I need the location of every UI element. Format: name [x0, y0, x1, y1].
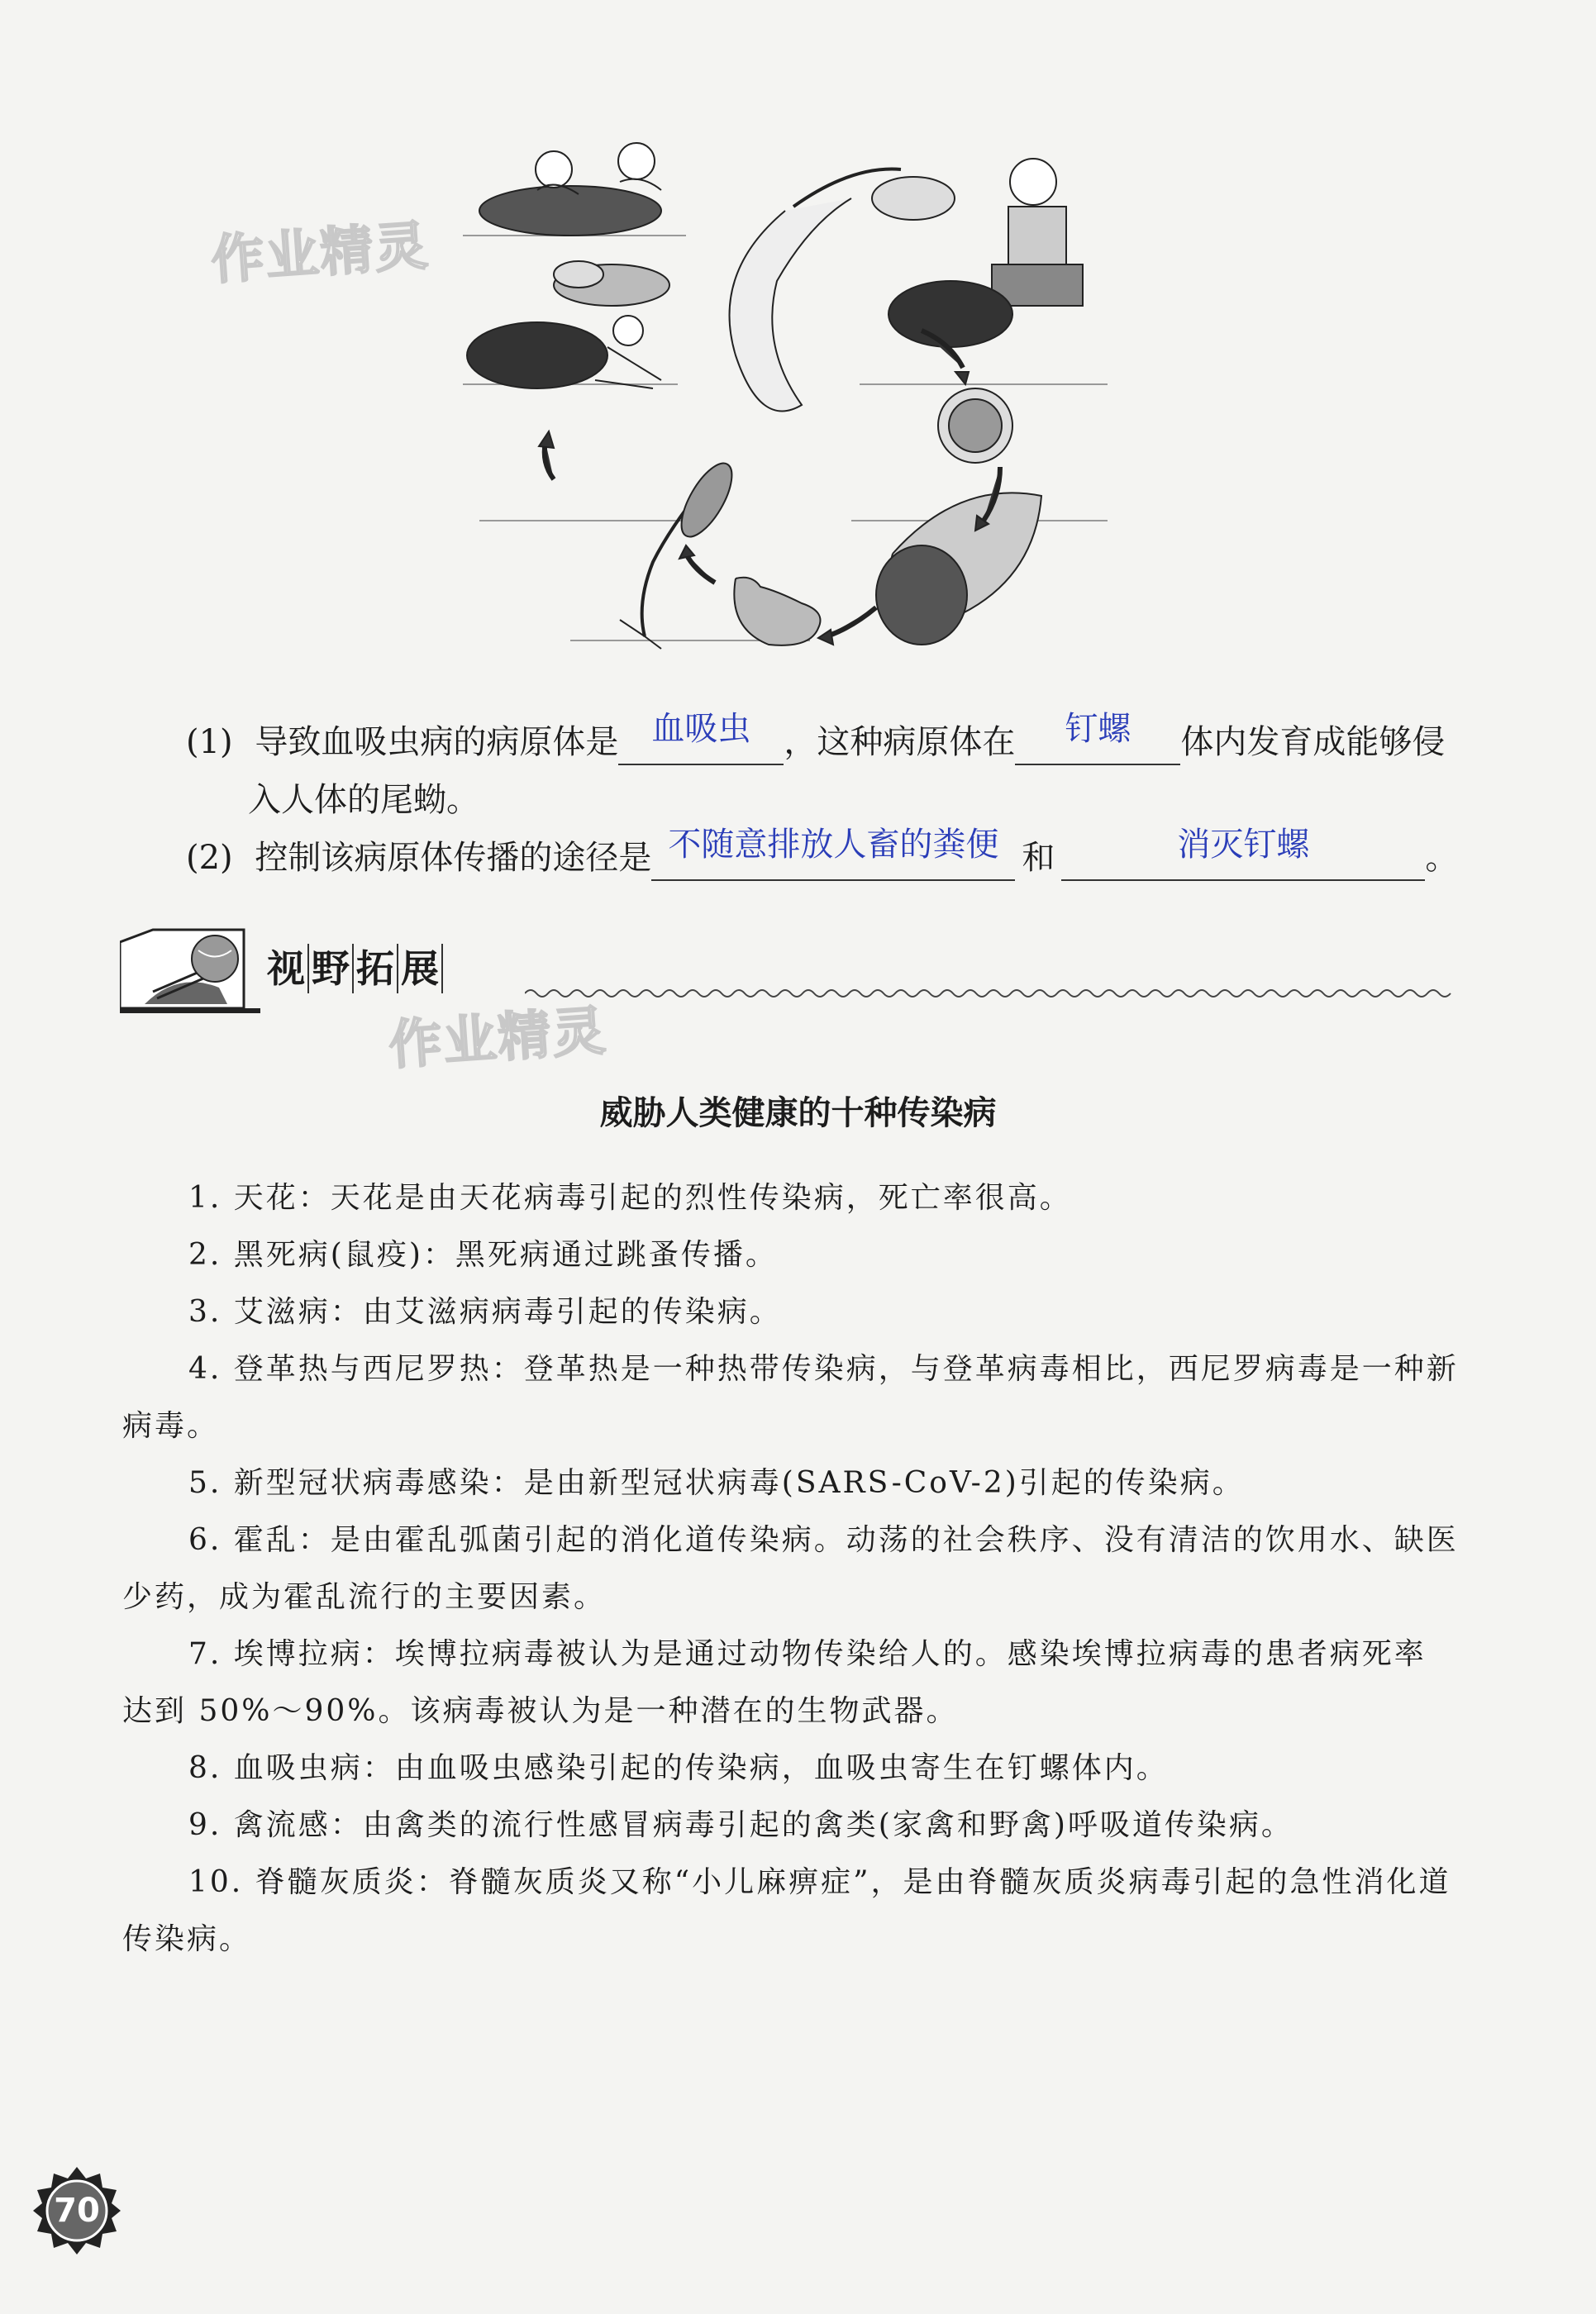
question-number: (2) [186, 839, 233, 877]
pigs-figure [554, 261, 669, 306]
article-item-continuation: 传染病。 [122, 1922, 252, 1956]
article-item: 8. 血吸虫病：由血吸虫感染引起的传染病，血吸虫寄生在钉螺体内。 [188, 1751, 1169, 1785]
question-text: 和 [1022, 839, 1055, 877]
question-text: 。 [1425, 839, 1459, 877]
answer-blank[interactable] [618, 710, 784, 765]
section-title [264, 944, 443, 993]
answer-text: 钉螺 [1065, 710, 1131, 748]
article-item: 10. 脊髓灰质炎：脊髓灰质炎又称“小儿麻痹症”，是由脊髓灰质炎病毒引起的急性消化道 [188, 1865, 1451, 1899]
article-item-continuation: 病毒。 [122, 1409, 220, 1443]
section-header [120, 926, 1459, 1017]
article-body [122, 1169, 1461, 1968]
farmer-figure [992, 159, 1083, 306]
section-title-char: 视 [264, 944, 309, 993]
article-item: 7. 埃博拉病：埃博拉病毒被认为是通过动物传染给人的。感染埃博拉病毒的患者病死率 [188, 1637, 1427, 1671]
article-item: 5. 新型冠状病毒感染：是由新型冠状病毒(SARS-CoV-2)引起的传染病。 [188, 1466, 1245, 1500]
question-text: 导致血吸虫病的病原体是 [255, 723, 619, 761]
article-item: 1. 天花：天花是由天花病毒引起的烈性传染病，死亡率很高。 [188, 1181, 1072, 1215]
question-text: 体内发育成能够侵 [1180, 723, 1446, 761]
schistosome-life-cycle-illustration [463, 132, 1124, 678]
section-header-wave [525, 985, 1459, 1002]
answer-text: 血吸虫 [651, 710, 751, 748]
section-title-char: 野 [309, 944, 354, 993]
pig-figure-right [872, 177, 955, 220]
question-text: 控制该病原体传播的途径是 [255, 839, 652, 877]
page-number-badge [31, 2165, 122, 2256]
question-2-line [186, 826, 1459, 881]
answer-blank[interactable] [651, 826, 1015, 881]
snail-figure [734, 578, 820, 645]
article-item: 3. 艾滋病：由艾滋病病毒引起的传染病。 [188, 1295, 782, 1329]
watermark: 作业精灵 [387, 1000, 609, 1078]
liver-figure [876, 493, 1041, 645]
ox-plowing-figure [467, 316, 661, 388]
question-number: (1) [186, 723, 233, 761]
article-title: 威胁人类健康的十种传染病 [599, 1094, 997, 1132]
buffalo-figure-right [889, 281, 1012, 347]
cercaria-figure [620, 456, 741, 649]
article-item: 2. 黑死病(鼠疫)：黑死病通过跳蚤传播。 [188, 1238, 778, 1272]
question-text: ，这种病原体在 [784, 723, 1016, 761]
article-item: 4. 登革热与西尼罗热：登革热是一种热带传染病，与登革病毒相比，西尼罗病毒是一种新 [188, 1352, 1459, 1386]
section-header-rule [120, 1008, 260, 1013]
watermark: 作业精灵 [209, 215, 431, 293]
article-item-continuation: 少药，成为霍乱流行的主要因素。 [122, 1580, 607, 1614]
section-title-char: 拓 [354, 944, 398, 993]
article-item: 9. 禽流感：由禽类的流行性感冒病毒引起的禽类(家禽和野禽)呼吸道传染病。 [188, 1808, 1293, 1842]
question-1-line-1 [186, 710, 1446, 765]
egg-figure [938, 388, 1012, 463]
answer-text: 消灭钉螺 [1177, 826, 1310, 864]
answer-blank[interactable] [1061, 826, 1425, 881]
book-globe-icon [120, 926, 260, 1017]
people-in-water-figure [479, 143, 661, 236]
answer-text: 不随意排放人畜的粪便 [668, 826, 999, 864]
section-title-char: 展 [398, 944, 443, 993]
article-item: 6. 霍乱：是由霍乱弧菌引起的消化道传染病。动荡的社会秩序、没有清洁的饮用水、缺医 [188, 1523, 1459, 1557]
question-text: 入人体的尾蚴。 [248, 781, 479, 819]
answer-blank[interactable] [1015, 710, 1180, 765]
question-1-line-2 [248, 777, 479, 823]
article-item-continuation: 达到 50%～90%。该病毒被认为是一种潜在的生物武器。 [122, 1694, 959, 1728]
page-number: 70 [54, 2192, 100, 2230]
